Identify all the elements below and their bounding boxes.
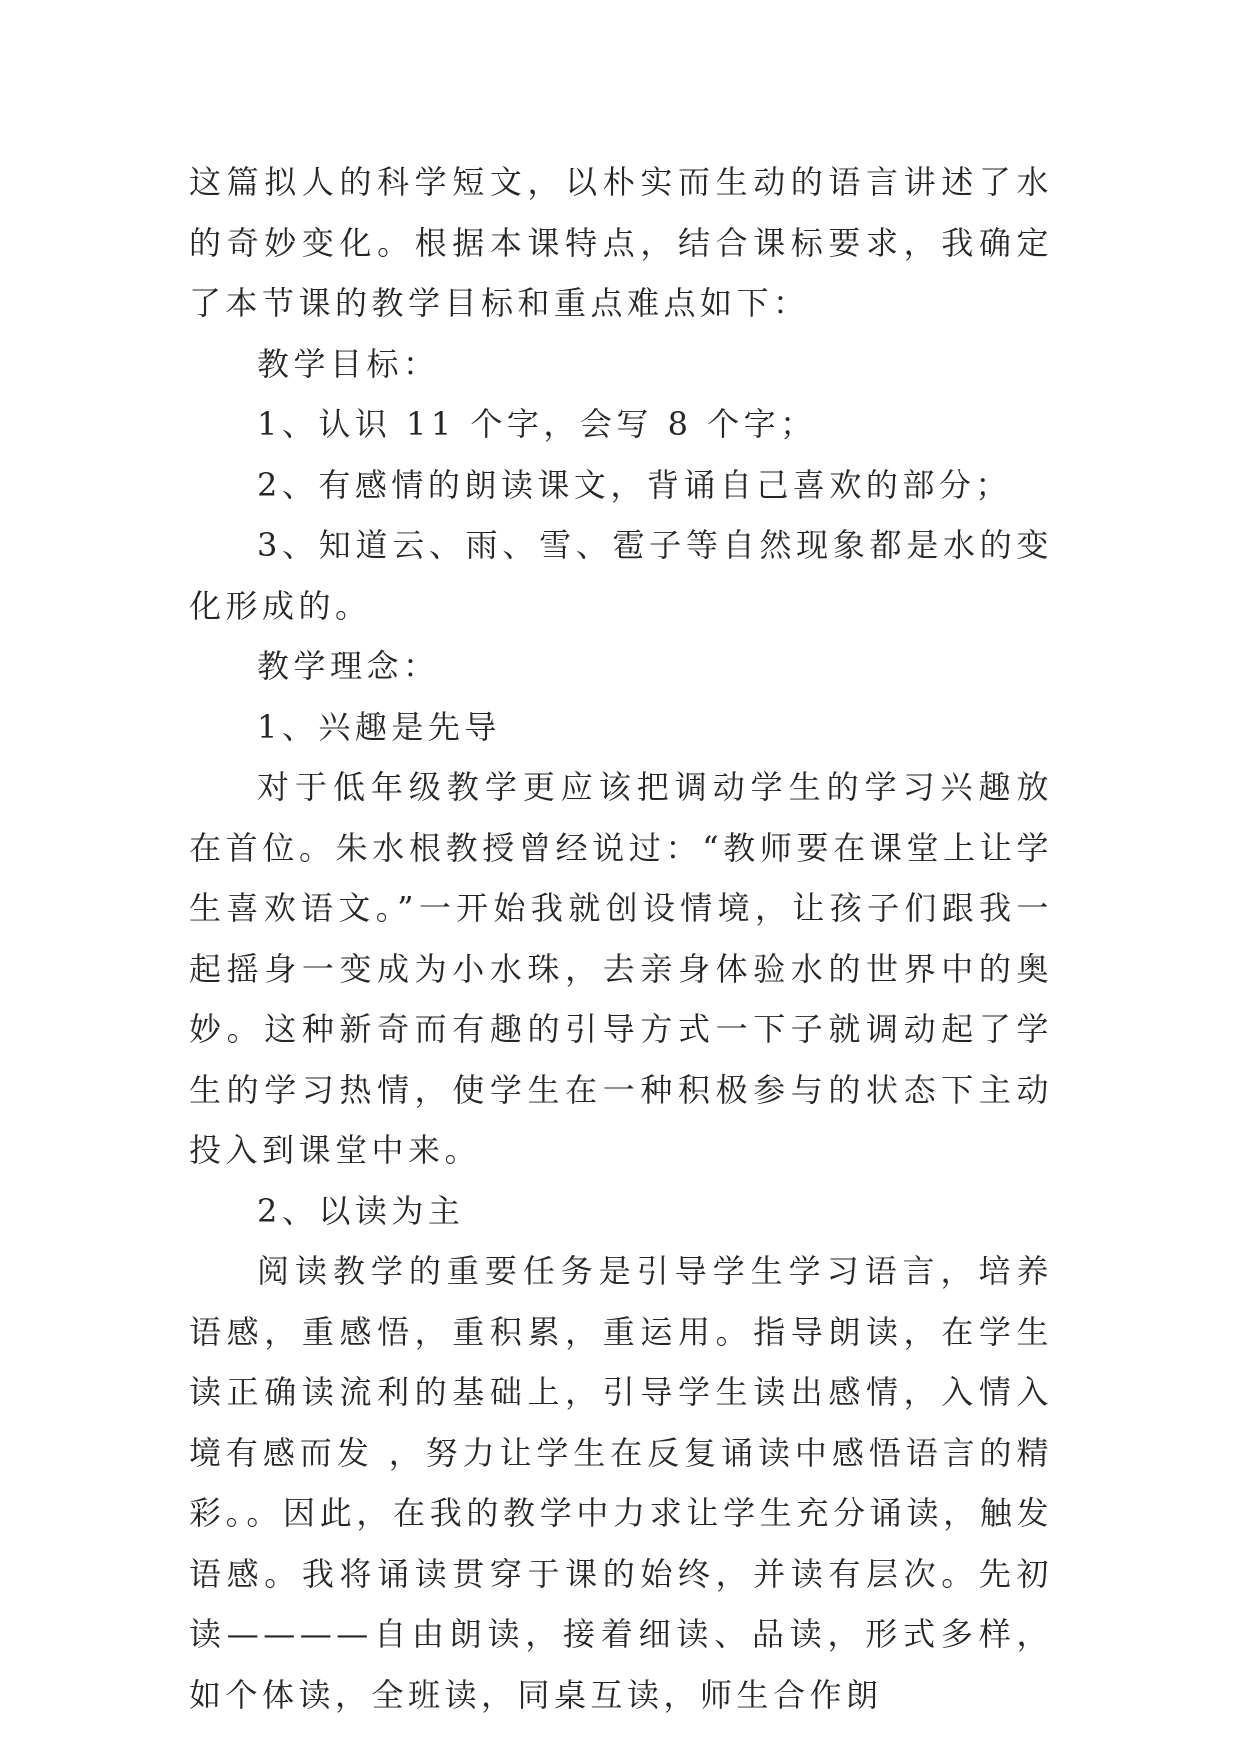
goal-item-1: 1、认识 11 个字，会写 8 个字；: [257, 405, 817, 443]
intro-paragraph: 这篇拟人的科学短文，以朴实而生动的语言讲述了水的奇妙变化。根据本课特点，结合课标要求，我确定了本节课的教学目标和重点难点如下：: [189, 163, 1053, 322]
philosophy-item-1-paragraph: 对于低年级教学更应该把调动学生的学习兴趣放在首位。朱水根教授曾经说过：“教师要在课堂上让学生喜欢语文。”一开始我就创设情境，让孩子们跟我一起摇身一变成为小水珠，去亲身体验水的世界中的奥妙。这种新奇而有趣的引导方式一下子就调动起了学生的学习热情，使学生在一种积极参与的状态下主动投入到课堂中来。: [189, 768, 1053, 1169]
document-body: [189, 152, 1053, 1725]
teaching-philosophy-heading: 教学理念：: [257, 647, 440, 685]
philosophy-item-1-heading: 1、兴趣是先导: [257, 707, 501, 746]
goal-item-2: 2、有感情的朗读课文，背诵自己喜欢的部分；: [257, 465, 1012, 504]
philosophy-item-2-paragraph: 阅读教学的重要任务是引导学生学习语言，培养语感，重感悟，重积累，重运用。指导朗读，在学生读正确读流利的基础上，引导学生读出感情，入情入境有感而发 ，努力让学生在反复诵读中感悟语言的精彩。。因此，在我的教学中力求让学生充分诵读，触发语感。我将诵读贯穿于课的始终，并读有层次。先初读————自由朗读，接着细读、品读，形式多样，如个体读，全班读，同桌互读，师生合作朗: [189, 1252, 1053, 1714]
goal-item-3: 3、知道云、雨、雪、雹子等自然现象都是水的变化形成的。: [189, 526, 1053, 625]
teaching-goals-heading: 教学目标：: [257, 344, 440, 383]
philosophy-item-2-heading: 2、以读为主: [257, 1191, 465, 1230]
